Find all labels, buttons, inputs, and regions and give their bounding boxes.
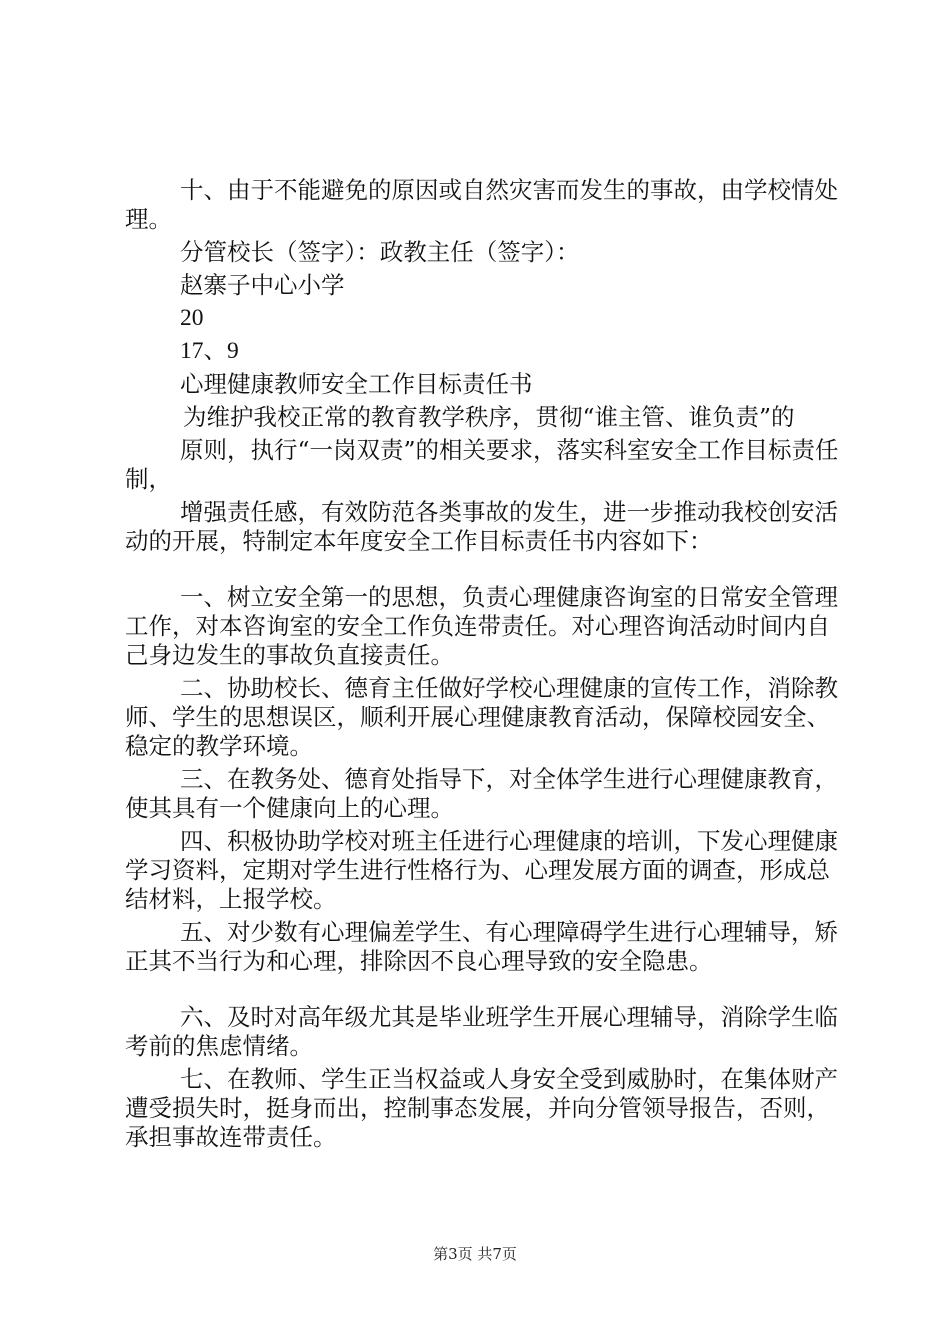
date-year: 20 [180, 305, 204, 331]
document-title: 心理健康教师安全工作目标责任书 [180, 370, 533, 398]
school-name: 赵寨子中心小学 [180, 271, 345, 299]
item-1: 一、树立安全第一的思想，负责心理健康咨询室的日常安全管理工作，对本咨询室的安全工作负连带责任。对心理咨询活动时间内自己身边发生的事故负直接责任。 [125, 583, 838, 669]
page-footer: 第3页 共7页 [433, 1245, 517, 1263]
item-6: 六、及时对高年级尤其是毕业班学生开展心理辅导，消除学生临考前的焦虑情绪。 [125, 1003, 838, 1060]
item-3: 三、在教务处、德育处指导下，对全体学生进行心理健康教育，使其具有一个健康向上的心理。 [125, 765, 838, 822]
document-body [125, 176, 845, 1152]
signature-line: 分管校长（签字）：政教主任（签字）： [180, 238, 580, 266]
item-5: 五、对少数有心理偏差学生、有心理障碍学生进行心理辅导，矫正其不当行为和心理，排除因不良心理导致的安全隐患。 [125, 918, 838, 975]
intro-paragraph-3: 增强责任感，有效防范各类事故的发生，进一步推动我校创安活动的开展，特制定本年度安全工作目标责任书内容如下： [125, 498, 838, 555]
paragraph-10: 十、由于不能避免的原因或自然灾害而发生的事故，由学校情处理。 [125, 176, 838, 233]
item-4: 四、积极协助学校对班主任进行心理健康的培训，下发心理健康学习资料，定期对学生进行性格行为、心理发展方面的调查，形成总结材料，上报学校。 [125, 827, 838, 913]
intro-paragraph-1: 为维护我校正常的教育教学秩序，贯彻“谁主管、谁负责”的 [183, 403, 795, 431]
item-2: 二、协助校长、德育主任做好学校心理健康的宣传工作，消除教师、学生的思想误区，顺利开展心理健康教育活动，保障校园安全、稳定的教学环境。 [125, 674, 838, 760]
date-month: 17、9 [180, 338, 239, 364]
item-7: 七、在教师、学生正当权益或人身安全受到威胁时，在集体财产遭受损失时，挺身而出，控制事态发展，并向分管领导报告，否则，承担事故连带责任。 [125, 1065, 838, 1151]
intro-paragraph-2: 原则，执行“一岗双责”的相关要求，落实科室安全工作目标责任制， [125, 436, 839, 493]
